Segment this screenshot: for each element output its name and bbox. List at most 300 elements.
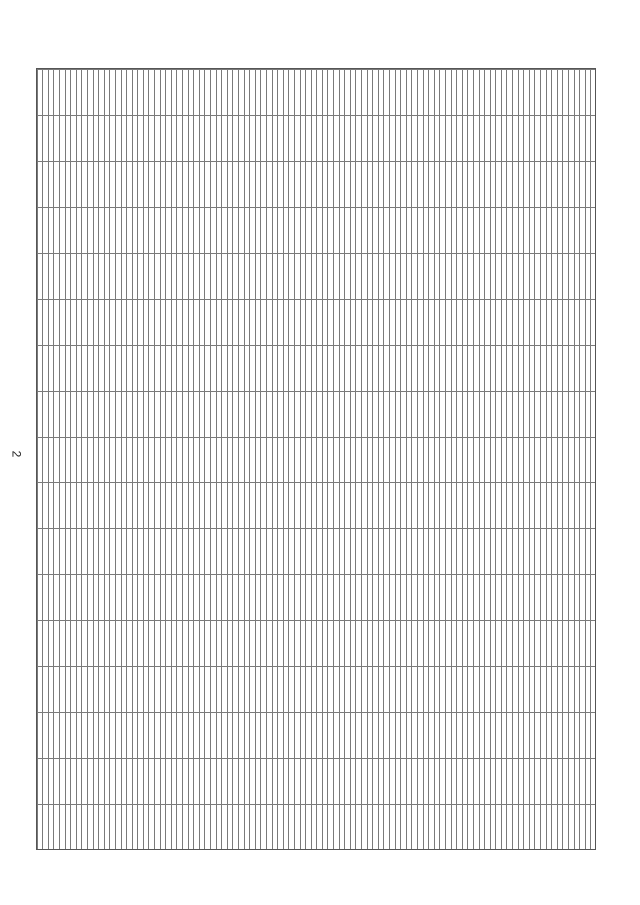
table-cell <box>412 70 418 116</box>
table-cell <box>591 713 596 759</box>
table-cell <box>429 805 435 851</box>
table-cell <box>272 575 278 621</box>
table-cell <box>155 713 161 759</box>
table-cell <box>423 253 429 299</box>
table-cell <box>261 207 267 253</box>
table-cell <box>278 115 284 161</box>
table-cell <box>115 575 121 621</box>
table-cell <box>93 253 99 299</box>
table-cell <box>473 483 479 529</box>
table-cell <box>496 621 502 667</box>
table-cell <box>496 437 502 483</box>
table-row <box>328 70 334 851</box>
table-cell <box>283 253 289 299</box>
table-cell <box>132 70 138 116</box>
table-cell <box>328 805 334 851</box>
table-cell <box>194 161 200 207</box>
table-cell <box>211 667 217 713</box>
table-cell <box>199 759 205 805</box>
table-cell <box>541 70 547 116</box>
table-cell <box>171 299 177 345</box>
table-cell <box>177 713 183 759</box>
table-cell <box>552 115 558 161</box>
table-cell <box>440 253 446 299</box>
table-cell <box>507 621 513 667</box>
table-cell <box>306 299 312 345</box>
table-cell <box>356 529 362 575</box>
table-cell <box>434 299 440 345</box>
table-cell <box>457 207 463 253</box>
table-cell <box>317 621 323 667</box>
table-cell <box>300 529 306 575</box>
table-cell <box>205 299 211 345</box>
table-cell <box>216 253 222 299</box>
table-cell <box>412 437 418 483</box>
table-cell <box>462 437 468 483</box>
table-cell <box>155 299 161 345</box>
table-cell <box>557 253 563 299</box>
table-cell <box>138 529 144 575</box>
table-cell <box>149 805 155 851</box>
table-cell <box>563 345 569 391</box>
table-cell <box>306 713 312 759</box>
table-cell <box>529 253 535 299</box>
table-cell <box>580 483 586 529</box>
table-cell <box>418 667 424 713</box>
table-cell <box>272 437 278 483</box>
table-cell <box>513 299 519 345</box>
table-cell <box>199 575 205 621</box>
table-cell <box>160 575 166 621</box>
table-cell <box>546 70 552 116</box>
table-cell <box>580 437 586 483</box>
table-row <box>76 70 82 851</box>
table-cell <box>580 713 586 759</box>
table-cell <box>350 115 356 161</box>
table-cell <box>479 621 485 667</box>
table-cell <box>76 759 82 805</box>
table-cell <box>37 299 43 345</box>
table-cell <box>143 70 149 116</box>
table-cell <box>524 345 530 391</box>
table-cell <box>440 621 446 667</box>
table-cell <box>591 437 596 483</box>
table-cell <box>87 437 93 483</box>
table-cell <box>585 70 591 116</box>
table-cell <box>216 621 222 667</box>
table-cell <box>166 575 172 621</box>
table-cell <box>563 70 569 116</box>
table-cell <box>401 713 407 759</box>
table-row <box>462 70 468 851</box>
table-cell <box>48 437 54 483</box>
table-cell <box>76 207 82 253</box>
table-cell <box>278 345 284 391</box>
table-cell <box>99 529 105 575</box>
table-cell <box>501 759 507 805</box>
table-cell <box>418 253 424 299</box>
table-cell <box>199 805 205 851</box>
table-cell <box>322 621 328 667</box>
table-cell <box>227 713 233 759</box>
table-cell <box>507 161 513 207</box>
table-cell <box>535 667 541 713</box>
table-cell <box>60 667 66 713</box>
table-cell <box>54 207 60 253</box>
table-cell <box>356 207 362 253</box>
table-cell <box>127 115 133 161</box>
table-cell <box>501 529 507 575</box>
table-cell <box>546 805 552 851</box>
table-cell <box>423 391 429 437</box>
table-cell <box>199 713 205 759</box>
table-cell <box>250 299 256 345</box>
table-cell <box>429 345 435 391</box>
table-cell <box>132 575 138 621</box>
table-cell <box>580 529 586 575</box>
table-cell <box>334 207 340 253</box>
table-cell <box>311 207 317 253</box>
table-cell <box>177 483 183 529</box>
table-cell <box>434 575 440 621</box>
table-cell <box>99 253 105 299</box>
table-cell <box>188 391 194 437</box>
table-cell <box>468 70 474 116</box>
table-cell <box>406 345 412 391</box>
table-cell <box>255 667 261 713</box>
table-cell <box>294 161 300 207</box>
table-cell <box>423 345 429 391</box>
table-cell <box>37 529 43 575</box>
table-cell <box>356 667 362 713</box>
table-cell <box>373 437 379 483</box>
table-cell <box>37 713 43 759</box>
table-row <box>104 70 110 851</box>
table-row <box>216 70 222 851</box>
table-cell <box>143 161 149 207</box>
table-cell <box>65 805 71 851</box>
table-cell <box>384 483 390 529</box>
page-number: 2 <box>9 450 24 458</box>
table-cell <box>418 161 424 207</box>
table-cell <box>524 759 530 805</box>
table-cell <box>406 253 412 299</box>
table-cell <box>563 299 569 345</box>
table-cell <box>216 483 222 529</box>
table-cell <box>87 70 93 116</box>
table-cell <box>479 667 485 713</box>
table-cell <box>138 207 144 253</box>
table-cell <box>546 667 552 713</box>
table-cell <box>373 70 379 116</box>
table-cell <box>362 115 368 161</box>
table-cell <box>65 207 71 253</box>
table-cell <box>183 667 189 713</box>
table-cell <box>485 667 491 713</box>
table-cell <box>216 529 222 575</box>
table-cell <box>395 621 401 667</box>
table-cell <box>501 667 507 713</box>
table-cell <box>345 529 351 575</box>
table-cell <box>339 391 345 437</box>
table-cell <box>406 805 412 851</box>
table-cell <box>261 437 267 483</box>
table-cell <box>48 805 54 851</box>
table-cell <box>445 667 451 713</box>
table-cell <box>507 759 513 805</box>
table-cell <box>373 575 379 621</box>
table-cell <box>501 437 507 483</box>
table-cell <box>390 621 396 667</box>
table-cell <box>507 483 513 529</box>
table-cell <box>524 161 530 207</box>
table-cell <box>188 759 194 805</box>
table-cell <box>48 207 54 253</box>
table-cell <box>82 253 88 299</box>
table-cell <box>412 667 418 713</box>
table-row <box>93 70 99 851</box>
table-cell <box>356 621 362 667</box>
table-cell <box>127 437 133 483</box>
table-row <box>552 70 558 851</box>
table-cell <box>311 805 317 851</box>
table-cell <box>283 345 289 391</box>
table-cell <box>569 391 575 437</box>
table-cell <box>177 253 183 299</box>
table-cell <box>473 345 479 391</box>
table-cell <box>429 759 435 805</box>
table-cell <box>60 70 66 116</box>
table-cell <box>546 161 552 207</box>
table-cell <box>406 529 412 575</box>
table-cell <box>194 115 200 161</box>
table-cell <box>99 575 105 621</box>
table-cell <box>462 207 468 253</box>
table-cell <box>485 70 491 116</box>
table-cell <box>367 345 373 391</box>
table-cell <box>496 759 502 805</box>
table-cell <box>429 299 435 345</box>
table-cell <box>462 575 468 621</box>
table-cell <box>261 483 267 529</box>
table-cell <box>591 805 596 851</box>
table-cell <box>518 70 524 116</box>
table-cell <box>239 207 245 253</box>
table-cell <box>272 529 278 575</box>
table-cell <box>423 529 429 575</box>
table-cell <box>166 713 172 759</box>
table-cell <box>37 667 43 713</box>
table-cell <box>496 161 502 207</box>
table-cell <box>216 115 222 161</box>
table-cell <box>177 621 183 667</box>
table-cell <box>328 621 334 667</box>
table-cell <box>518 483 524 529</box>
table-cell <box>557 345 563 391</box>
table-cell <box>177 391 183 437</box>
table-cell <box>557 483 563 529</box>
table-cell <box>501 253 507 299</box>
table-cell <box>115 483 121 529</box>
table-cell <box>71 529 77 575</box>
table-cell <box>54 299 60 345</box>
table-cell <box>473 391 479 437</box>
table-row <box>121 70 127 851</box>
table-cell <box>345 713 351 759</box>
table-cell <box>529 345 535 391</box>
table-cell <box>479 299 485 345</box>
table-cell <box>171 70 177 116</box>
table-cell <box>529 70 535 116</box>
table-cell <box>591 253 596 299</box>
table-cell <box>43 207 49 253</box>
table-cell <box>479 207 485 253</box>
table-row <box>278 70 284 851</box>
table-cell <box>54 115 60 161</box>
table-cell <box>76 437 82 483</box>
table-cell <box>501 70 507 116</box>
table-cell <box>239 667 245 713</box>
table-cell <box>233 667 239 713</box>
table-cell <box>501 161 507 207</box>
table-cell <box>166 529 172 575</box>
table-cell <box>440 713 446 759</box>
table-cell <box>127 483 133 529</box>
table-cell <box>132 161 138 207</box>
table-cell <box>300 759 306 805</box>
table-cell <box>569 299 575 345</box>
table-cell <box>149 529 155 575</box>
table-cell <box>401 759 407 805</box>
table-cell <box>445 713 451 759</box>
table-cell <box>171 575 177 621</box>
table-row <box>585 70 591 851</box>
table-cell <box>250 483 256 529</box>
table-cell <box>311 483 317 529</box>
table-cell <box>518 207 524 253</box>
table-cell <box>115 529 121 575</box>
table-cell <box>569 667 575 713</box>
table-cell <box>535 299 541 345</box>
table-cell <box>496 713 502 759</box>
table-cell <box>60 253 66 299</box>
table-cell <box>188 437 194 483</box>
table-cell <box>440 70 446 116</box>
table-cell <box>485 483 491 529</box>
table-cell <box>580 299 586 345</box>
table-cell <box>490 207 496 253</box>
table-cell <box>569 575 575 621</box>
table-cell <box>244 437 250 483</box>
table-cell <box>574 253 580 299</box>
table-cell <box>557 437 563 483</box>
table-cell <box>412 529 418 575</box>
table-cell <box>143 529 149 575</box>
table-cell <box>37 115 43 161</box>
table-cell <box>104 345 110 391</box>
table-row <box>451 70 457 851</box>
table-row <box>445 70 451 851</box>
table-cell <box>188 299 194 345</box>
table-cell <box>334 713 340 759</box>
table-cell <box>138 70 144 116</box>
table-cell <box>328 115 334 161</box>
table-cell <box>367 115 373 161</box>
table-cell <box>71 253 77 299</box>
table-row <box>250 70 256 851</box>
table-cell <box>216 161 222 207</box>
table-cell <box>36 759 37 805</box>
table-cell <box>272 805 278 851</box>
table-cell <box>457 70 463 116</box>
table-cell <box>82 299 88 345</box>
table-cell <box>328 161 334 207</box>
table-cell <box>350 70 356 116</box>
table-cell <box>507 253 513 299</box>
table-row <box>36 70 37 851</box>
table-cell <box>205 70 211 116</box>
table-cell <box>546 299 552 345</box>
table-cell <box>36 70 37 116</box>
table-cell <box>54 805 60 851</box>
table-cell <box>362 207 368 253</box>
table-cell <box>65 253 71 299</box>
table-cell <box>110 805 116 851</box>
table-cell <box>54 575 60 621</box>
table-cell <box>395 299 401 345</box>
table-cell <box>546 759 552 805</box>
table-cell <box>406 391 412 437</box>
table-cell <box>445 161 451 207</box>
table-cell <box>574 299 580 345</box>
table-cell <box>345 575 351 621</box>
table-cell <box>591 345 596 391</box>
table-cell <box>205 207 211 253</box>
table-cell <box>93 529 99 575</box>
table-cell <box>306 345 312 391</box>
table-cell <box>87 391 93 437</box>
table-cell <box>535 437 541 483</box>
table-cell <box>591 575 596 621</box>
table-cell <box>82 529 88 575</box>
table-cell <box>322 299 328 345</box>
table-cell <box>585 713 591 759</box>
table-cell <box>194 345 200 391</box>
table-cell <box>468 805 474 851</box>
table-cell <box>563 253 569 299</box>
table-cell <box>194 575 200 621</box>
table-cell <box>490 621 496 667</box>
table-cell <box>65 437 71 483</box>
table-cell <box>37 483 43 529</box>
table-cell <box>496 207 502 253</box>
table-cell <box>306 575 312 621</box>
table-cell <box>356 161 362 207</box>
table-cell <box>54 713 60 759</box>
table-cell <box>373 345 379 391</box>
table-cell <box>160 713 166 759</box>
table-cell <box>457 115 463 161</box>
table-cell <box>127 621 133 667</box>
table-cell <box>110 575 116 621</box>
table-cell <box>239 391 245 437</box>
table-cell <box>132 253 138 299</box>
table-cell <box>574 161 580 207</box>
table-cell <box>529 713 535 759</box>
table-cell <box>334 161 340 207</box>
table-cell <box>496 253 502 299</box>
table-cell <box>138 713 144 759</box>
